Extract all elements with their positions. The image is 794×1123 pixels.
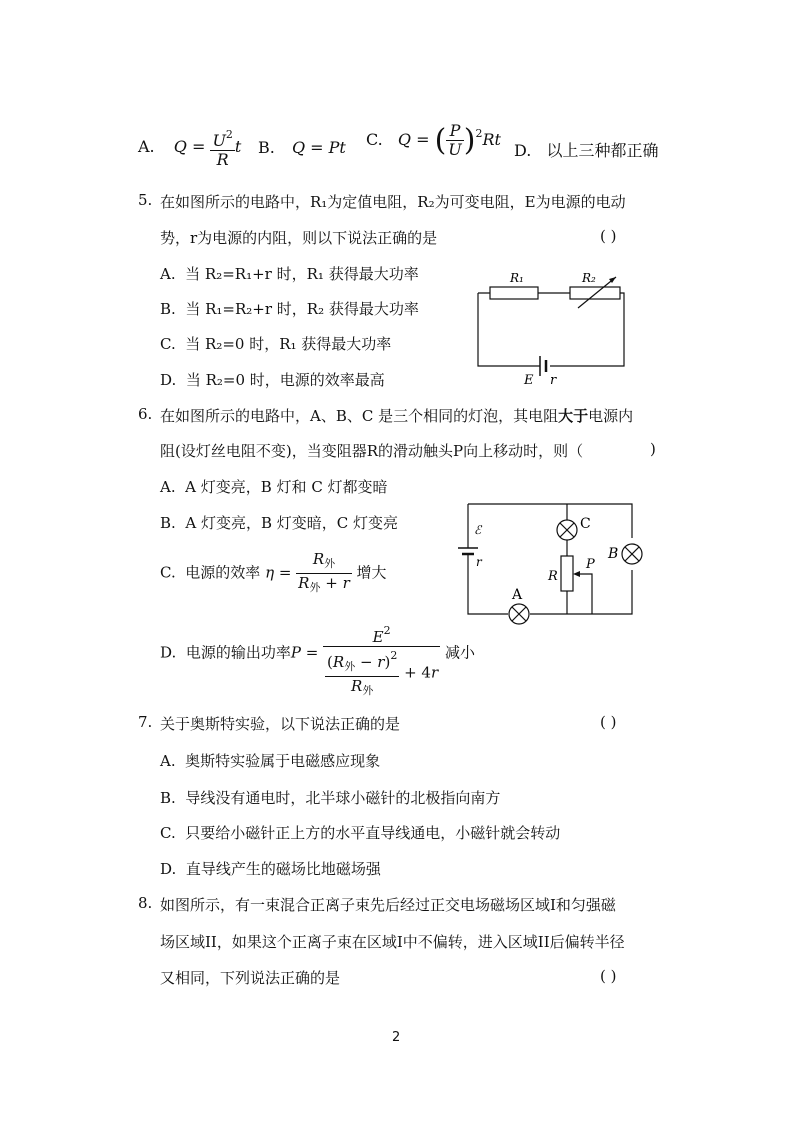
- q6-c-text-pre: 电源的效率: [185, 563, 261, 582]
- q4-option-b-formula: Q = Pt: [291, 138, 346, 157]
- q5-option-c: [160, 333, 391, 354]
- q5-answer-paren: ( ): [600, 227, 617, 245]
- q5-stem-line2: 势，r为电源的内阻，则以下说法正确的是: [160, 229, 438, 247]
- option-label: B.: [160, 789, 176, 807]
- q4-option-d: [514, 138, 658, 161]
- lamp-a-icon: [509, 604, 529, 624]
- q4-option-c-label: C.: [366, 130, 383, 149]
- q5-r-label: r: [550, 373, 557, 388]
- option-label: A.: [160, 265, 176, 283]
- option-label: A.: [160, 478, 176, 496]
- q6-stem-line1: [160, 405, 633, 426]
- option-label: D.: [160, 860, 177, 878]
- q6-p-label: P: [586, 557, 595, 572]
- q7-option-c: [160, 822, 560, 843]
- q6-R-label: R: [548, 569, 558, 584]
- q7-number: 7.: [138, 713, 153, 731]
- q5-option-a: [160, 263, 419, 284]
- q6-r-label: r: [476, 555, 482, 569]
- option-label: C.: [160, 824, 176, 842]
- q8-answer-paren: ( ): [600, 967, 617, 985]
- q6-option-a: [160, 476, 388, 497]
- q4-option-b: [258, 138, 346, 157]
- option-text: A 灯变亮，B 灯和 C 灯都变暗: [185, 478, 388, 496]
- q6-option-c: C. 电源的效率 η = $\frac{R_外}{R_外 + r}$ 增大: [160, 550, 387, 594]
- option-label: C.: [160, 335, 176, 353]
- lamp-c-icon: [557, 520, 577, 540]
- q8-number: 8.: [138, 894, 153, 912]
- q6-stem-pre: 在如图所示的电路中，A、B、C 是三个相同的灯泡，其电阻: [160, 407, 559, 425]
- q5-option-b: [160, 298, 419, 319]
- option-label: B.: [160, 300, 176, 318]
- q6-emf-label: ℰ: [474, 523, 482, 537]
- q5-e-label: E: [524, 373, 534, 388]
- option-text: 当 R₂=0 时，R₁ 获得最大功率: [185, 335, 392, 353]
- q7-answer-paren: ( ): [600, 713, 617, 731]
- q7-option-a: [160, 750, 380, 771]
- q4-option-d-text: 以上三种都正确: [546, 141, 659, 160]
- q8-stem-line2: 场区域II，如果这个正离子束在区域I中不偏转，进入区域II后偏转半径: [160, 933, 625, 951]
- option-text: 直导线产生的磁场比地磁场强: [185, 860, 381, 878]
- q8-stem-line3: 又相同，下列说法正确的是: [160, 969, 341, 987]
- option-label: D.: [160, 371, 177, 389]
- q6-d-text-post: 减小: [444, 643, 475, 662]
- option-text: 当 R₂=R₁+r 时，R₁ 获得最大功率: [185, 265, 419, 283]
- q5-option-d: [160, 369, 385, 390]
- q6-c-label: C: [580, 516, 591, 532]
- q6-c-text-post: 增大: [356, 563, 387, 582]
- q4-option-d-label: D.: [514, 141, 532, 160]
- page-number: 2: [392, 1030, 401, 1045]
- q6-b-label: B: [608, 546, 619, 562]
- q6-option-d: D. 电源的输出功率P = $E^2$ $\frac{(R_外 - r)^2}{R_外}$ + 4r 减小: [160, 624, 475, 697]
- q5-r2-label: R₂: [582, 271, 596, 285]
- q7-option-d: [160, 858, 381, 879]
- q4-option-b-label: B.: [258, 138, 275, 157]
- q5-circuit-diagram: [470, 262, 640, 392]
- option-label: C.: [160, 563, 176, 582]
- option-text: 导线没有通电时，北半球小磁针的北极指向南方: [185, 789, 501, 807]
- option-text: 只要给小磁针正上方的水平直导线通电，小磁针就会转动: [185, 824, 561, 842]
- option-label: D.: [160, 643, 177, 662]
- q6-a-label: A: [512, 587, 523, 603]
- option-label: A.: [160, 752, 176, 770]
- q6-stem-post: 电源内: [588, 407, 634, 425]
- q6-number: 6.: [138, 405, 153, 423]
- q7-option-b: [160, 787, 500, 808]
- q6-d-text-pre: 电源的输出功率: [185, 643, 291, 662]
- option-text: 奥斯特实验属于电磁感应现象: [185, 752, 381, 770]
- option-text: 当 R₁=R₂+r 时，R₂ 获得最大功率: [185, 300, 419, 318]
- q6-option-b: [160, 512, 398, 533]
- q4-option-a-formula: Q = $\frac{U^2}{R}$ t: [173, 128, 242, 169]
- q5-stem-line1: 在如图所示的电路中，R₁为定值电阻，R₂为可变电阻，E为电源的电动: [160, 193, 626, 211]
- lamp-b-icon: [622, 544, 642, 564]
- q5-r1-label: R₁: [510, 271, 524, 285]
- q6-stem-bold: 大于: [558, 407, 589, 425]
- option-text: 当 R₂=0 时，电源的效率最高: [185, 371, 385, 389]
- q6-answer-paren-close: ): [650, 440, 656, 458]
- q8-stem-line1: 如图所示，有一束混合正离子束先后经过正交电场磁场区域I和匀强磁: [160, 896, 616, 914]
- q4-option-a-label: A.: [138, 137, 155, 156]
- q4-option-c-formula: Q = ( $\frac{P}{U}$ )$^2$Rt: [397, 121, 501, 159]
- q6-stem-line2: 阻(设灯丝电阻不变)，当变阻器R的滑动触头P向上移动时，则（: [160, 442, 584, 460]
- q7-stem: 关于奥斯特实验，以下说法正确的是: [160, 715, 401, 733]
- option-label: B.: [160, 514, 176, 532]
- q5-number: 5.: [138, 191, 153, 209]
- option-text: A 灯变亮，B 灯变暗，C 灯变亮: [185, 514, 398, 532]
- q6-circuit-diagram: [452, 496, 652, 631]
- q4-option-c: [366, 122, 501, 159]
- q4-options-row: [138, 126, 241, 169]
